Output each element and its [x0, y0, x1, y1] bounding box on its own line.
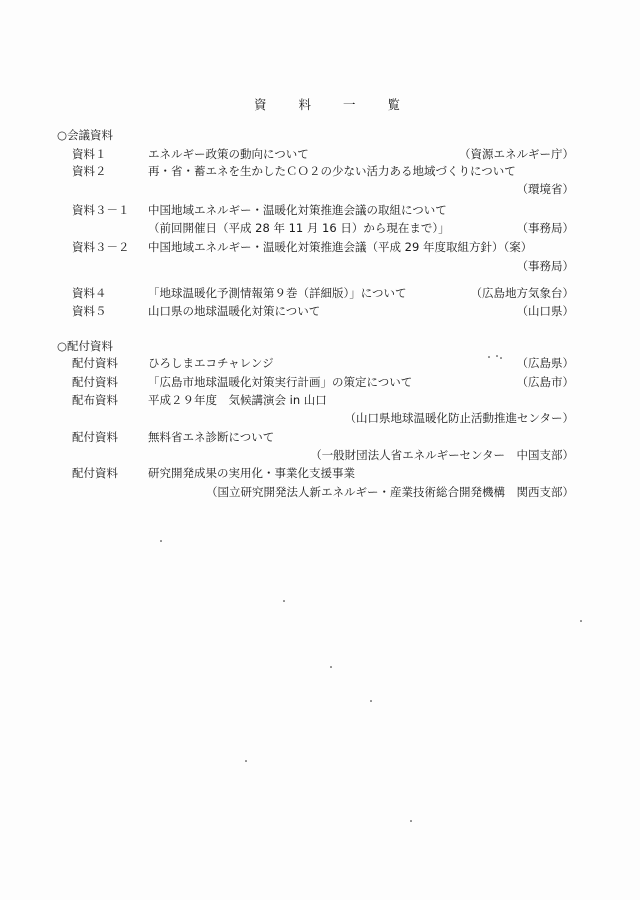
item-description: 研究開発成果の実用化・事業化支援事業: [148, 466, 355, 480]
item-description: 無料省エネ診断について: [148, 430, 275, 444]
item-label: 資料５: [72, 304, 107, 318]
item-label: 資料１: [72, 147, 107, 161]
handout-section-heading: ○配付資料: [57, 339, 114, 353]
item-label: 資料４: [72, 286, 107, 300]
item-organization: （一般財団法人省エネルギーセンター 中国支部）: [310, 448, 574, 462]
item-description: ひろしまエコチャレンジ: [148, 356, 274, 370]
item-description: 山口県の地球温暖化対策について: [148, 304, 321, 318]
item-label: 配付資料: [72, 375, 118, 389]
item-organization: （広島市）: [516, 375, 574, 389]
item-organization: （山口県）: [516, 304, 574, 318]
item-description: 「地球温暖化予測情報第９巻（詳細版）」について: [148, 286, 407, 300]
item-description-continuation: （前回開催日（平成 28 年 11 月 16 日）から現在まで）」: [148, 221, 450, 235]
item-organization: （広島県）: [516, 356, 574, 370]
item-label: 資料３－１: [72, 203, 130, 217]
item-organization: （山口県地球温暖化防止活動推進センター）: [344, 411, 574, 425]
item-description: 平成２９年度 気候講演会 in 山口: [148, 393, 327, 407]
item-organization: （広島地方気象台）: [470, 286, 574, 300]
item-label: 配付資料: [72, 466, 118, 480]
item-description: 中国地域エネルギー・温暖化対策推進会議の取組について: [148, 203, 447, 217]
meeting-section-heading: ○会議資料: [57, 128, 114, 142]
item-label: 配布資料: [72, 393, 118, 407]
item-organization: （資源エネルギー庁）: [459, 147, 574, 161]
item-organization: （事務局）: [516, 259, 574, 273]
item-organization: （国立研究開発法人新エネルギー・産業技術総合開発機構 関西支部）: [206, 485, 574, 499]
item-organization: （事務局）: [516, 221, 574, 235]
item-description: 再・省・蓄エネを生かしたＣＯ２の少ない活力ある地域づくりについて: [148, 164, 516, 178]
item-label: 資料３－２: [72, 240, 130, 254]
item-description: 「広島市地球温暖化対策実行計画」の策定について: [148, 375, 413, 389]
item-description: エネルギー政策の動向について: [148, 147, 309, 161]
item-label: 資料２: [72, 164, 107, 178]
item-description: 中国地域エネルギー・温暖化対策推進会議（平成 29 年度取組方針）（案）: [148, 240, 533, 254]
item-organization: （環境省）: [516, 182, 574, 196]
page-title: 資 料 一 覧: [254, 97, 414, 112]
item-label: 配付資料: [72, 430, 118, 444]
item-label: 配付資料: [72, 356, 118, 370]
